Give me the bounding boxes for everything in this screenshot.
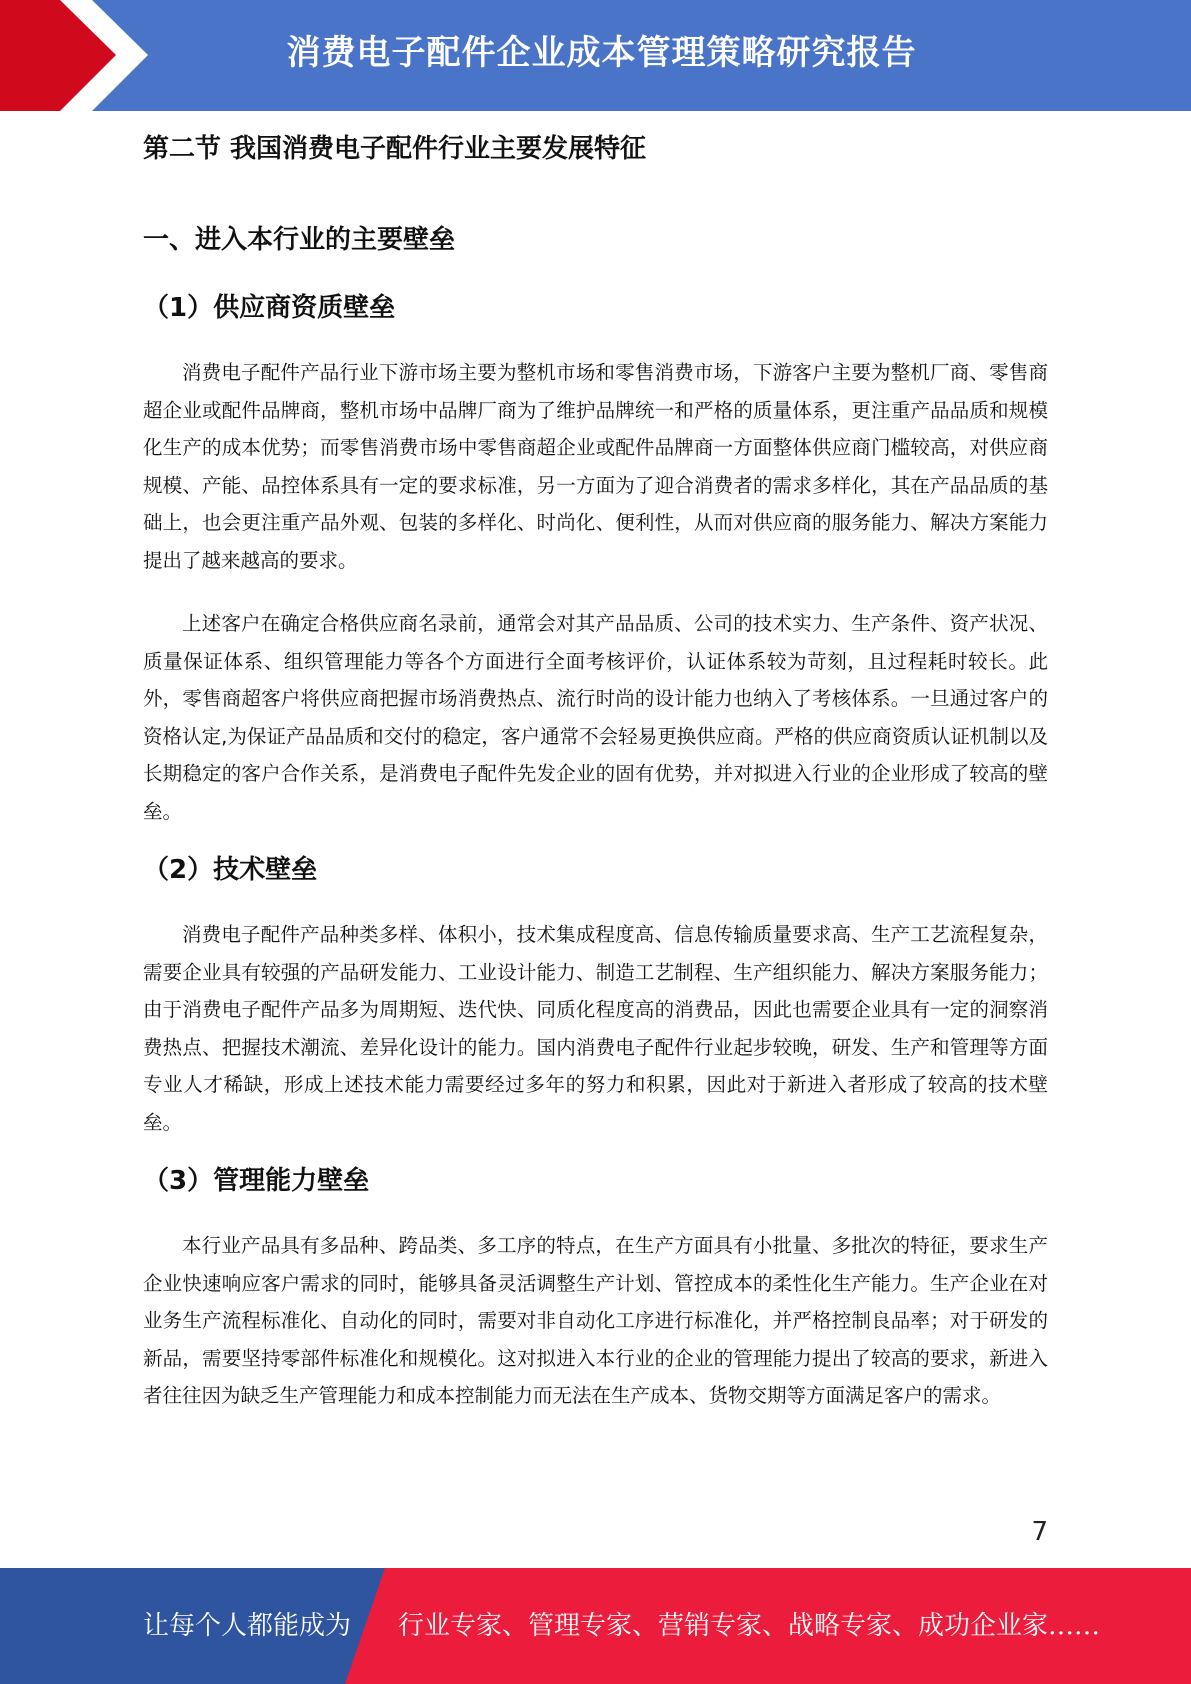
heading-barriers: 一、进入本行业的主要壁垒 [143,225,456,255]
subsection-heading-supplier: （1）供应商资质壁垒 [143,293,396,323]
paragraph: 消费电子配件产品行业下游市场主要为整机市场和零售消费市场，下游客户主要为整机厂商、零售商超企业或配件品牌商，整机市场中品牌厂商为了维护品牌统一和严格的质量体系，更注重产品品质和规模化生产的成本优势；而零售消费市场中零售商超企业或配件品牌商一方面整体供应商门槛较高，对供应商规模、产能、品控体系具有一定的要求标准，另一方面为了迎合消费者的需求多样化，其在产品品质的基础上，也会更注重产品外观、包装的多样化、时尚化、便利性，从而对供应商的服务能力、解决方案能力提出了越来越高的要求。 [143,361,1048,572]
footer-slogan-right: 行业专家、管理专家、营销专家、战略专家、成功企业家…… [398,1611,1101,1641]
main-content [143,126,1048,1415]
subsection-heading-technology: （2）技术壁垒 [143,855,318,885]
report-title: 消费电子配件企业成本管理策略研究报告 [286,33,917,73]
subsection-heading-management: （3）管理能力壁垒 [143,1166,370,1196]
paragraph: 上述客户在确定合格供应商名录前，通常会对其产品品质、公司的技术实力、生产条件、资产状况、质量保证体系、组织管理能力等各个方面进行全面考核评价，认证体系较为苛刻，且过程耗时较长。此外，零售商超客户将供应商把握市场消费热点、流行时尚的设计能力也纳入了考核体系。一旦通过客户的资格认定,为保证产品品质和交付的稳定，客户通常不会轻易更换供应商。严格的供应商资质认证机制以及长期稳定的客户合作关系，是消费电子配件先发企业的固有优势，并对拟进入行业的企业形成了较高的壁垒。 [143,612,1048,823]
paragraph: 本行业产品具有多品种、跨品类、多工序的特点，在生产方面具有小批量、多批次的特征，要求生产企业快速响应客户需求的同时，能够具备灵活调整生产计划、管控成本的柔性化生产能力。生产企业在对业务生产流程标准化、自动化的同时，需要对非自动化工序进行标准化，并严格控制良品率；对于研发的新品，需要坚持零部件标准化和规模化。这对拟进入本行业的企业的管理能力提出了较高的要求，新进入者往往因为缺乏生产管理能力和成本控制能力而无法在生产成本、货物交期等方面满足客户的需求。 [143,1234,1048,1407]
footer-slogan-left: 让每个人都能成为 [143,1611,352,1641]
footer-banner [0,1568,1191,1684]
paragraph: 消费电子配件产品种类多样、体积小，技术集成程度高、信息传输质量要求高、生产工艺流程复杂，需要企业具有较强的产品研发能力、工业设计能力、制造工艺制程、生产组织能力、解决方案服务能力；由于消费电子配件产品多为周期短、迭代快、同质化程度高的消费品，因此也需要企业具有一定的洞察消费热点、把握技术潮流、差异化设计的能力。国内消费电子配件行业起步较晚，研发、生产和管理等方面专业人才稀缺，形成上述技术能力需要经过多年的努力和积累，因此对于新进入者形成了较高的技术壁垒。 [143,923,1048,1134]
section-title: 第二节 我国消费电子配件行业主要发展特征 [143,134,647,164]
header-banner [0,0,1191,111]
page-number: 7 [1031,1517,1048,1547]
